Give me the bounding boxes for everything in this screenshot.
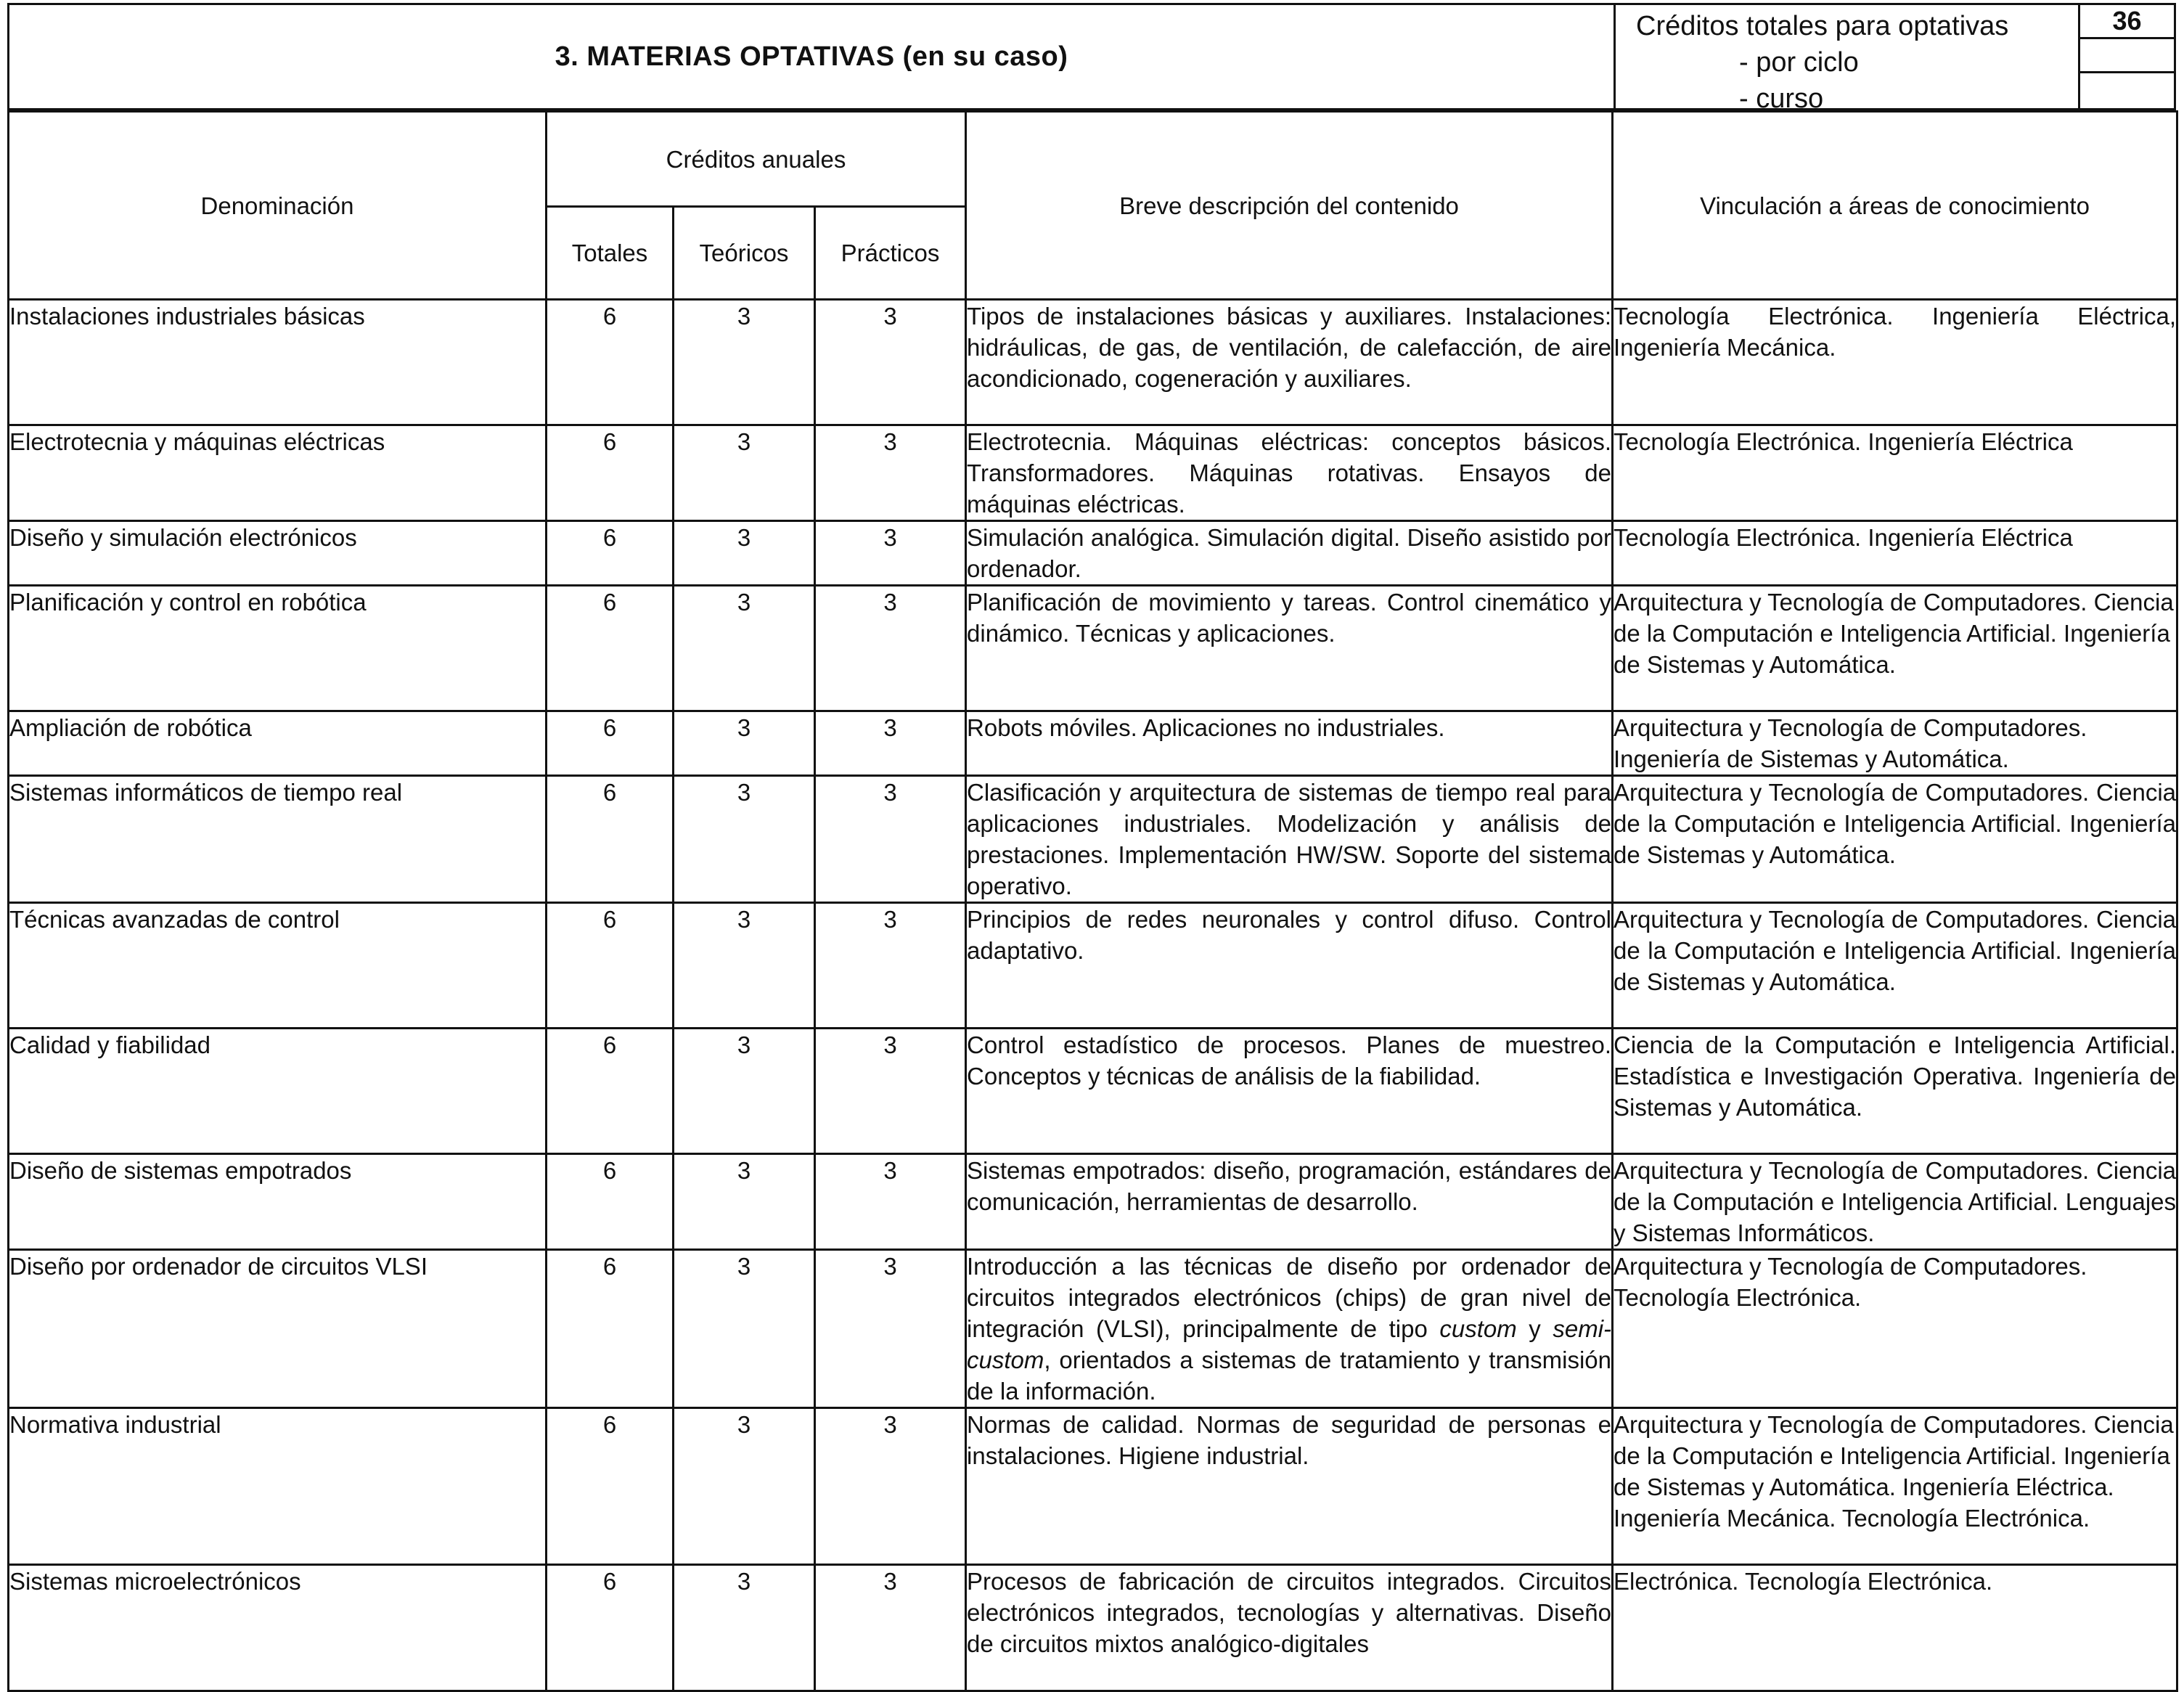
subject-areas: Arquitectura y Tecnología de Computadores. Ciencia de la Computación e Inteligencia Artificial. Ingeniería de Sistemas y Automática. bbox=[1613, 776, 2177, 903]
description-text: y bbox=[1516, 1315, 1553, 1342]
credits-theory: 3 bbox=[674, 903, 815, 1029]
table-row bbox=[9, 300, 2177, 425]
table-row bbox=[9, 711, 2177, 776]
subject-description bbox=[966, 1250, 1613, 1408]
description-term-custom: custom bbox=[1439, 1315, 1517, 1342]
subject-name: Diseño de sistemas empotrados bbox=[9, 1154, 547, 1250]
credits-totals: 6 bbox=[547, 521, 674, 586]
credits-theory: 3 bbox=[674, 776, 815, 903]
credits-practice: 3 bbox=[815, 711, 966, 776]
section-title: 3. MATERIAS OPTATIVAS (en su caso) bbox=[555, 41, 1068, 72]
credits-theory: 3 bbox=[674, 1154, 815, 1250]
subject-description: Electrotecnia. Máquinas eléctricas: conceptos básicos. Transformadores. Máquinas rotativas. Ensayos de máquinas eléctricas. bbox=[966, 425, 1613, 521]
credits-summary bbox=[1614, 5, 2078, 114]
credits-practice: 3 bbox=[815, 1250, 966, 1408]
subjects-table bbox=[7, 110, 2178, 1692]
col-header-description: Breve descripción del contenido bbox=[966, 112, 1613, 300]
description-term-semi-custom: semi-custom bbox=[967, 1315, 1612, 1373]
credits-theory: 3 bbox=[674, 711, 815, 776]
table-row bbox=[9, 776, 2177, 903]
col-header-areas: Vinculación a áreas de conocimiento bbox=[1613, 112, 2177, 300]
table-row bbox=[9, 1408, 2177, 1565]
col-header-totals: Totales bbox=[547, 207, 674, 300]
credits-totals: 6 bbox=[547, 1565, 674, 1691]
subject-name: Instalaciones industriales básicas bbox=[9, 300, 547, 425]
credits-practice: 3 bbox=[815, 903, 966, 1029]
subject-name: Sistemas informáticos de tiempo real bbox=[9, 776, 547, 903]
subject-name: Técnicas avanzadas de control bbox=[9, 903, 547, 1029]
credits-practice: 3 bbox=[815, 586, 966, 711]
table-row bbox=[9, 1565, 2177, 1691]
subject-areas: Arquitectura y Tecnología de Computadores. Tecnología Electrónica. bbox=[1613, 1250, 2177, 1408]
credits-totals: 6 bbox=[547, 1250, 674, 1408]
subject-description: Clasificación y arquitectura de sistemas de tiempo real para aplicaciones industriales. Modelización y análisis de prestaciones. Implementación HW/SW. Soporte del sistema operativo. bbox=[966, 776, 1613, 903]
per-cycle-value bbox=[2080, 39, 2174, 73]
credits-theory: 3 bbox=[674, 1565, 815, 1691]
subject-description: Simulación analógica. Simulación digital. Diseño asistido por ordenador. bbox=[966, 521, 1613, 586]
subject-description: Principios de redes neuronales y control difuso. Control adaptativo. bbox=[966, 903, 1613, 1029]
subject-areas: Tecnología Electrónica. Ingeniería Eléctrica bbox=[1613, 521, 2177, 586]
credits-label: Créditos totales para optativas bbox=[1636, 11, 2009, 41]
subject-description: Procesos de fabricación de circuitos integrados. Circuitos electrónicos integrados, tecnologías y alternativas. Diseño de circuitos mixtos analógico-digitales bbox=[966, 1565, 1613, 1691]
subject-areas: Arquitectura y Tecnología de Computadores. Ciencia de la Computación e Inteligencia Artificial. Lenguajes y Sistemas Informáticos. bbox=[1613, 1154, 2177, 1250]
credits-practice: 3 bbox=[815, 1408, 966, 1565]
credits-practice: 3 bbox=[815, 1565, 966, 1691]
subject-areas: Arquitectura y Tecnología de Computadores. Ciencia de la Computación e Inteligencia Artificial. Ingeniería de Sistemas y Automática. bbox=[1613, 586, 2177, 711]
credits-totals: 6 bbox=[547, 903, 674, 1029]
section-header bbox=[7, 3, 2176, 114]
table-row bbox=[9, 425, 2177, 521]
col-header-annual-credits: Créditos anuales bbox=[547, 112, 966, 207]
table-row bbox=[9, 1029, 2177, 1154]
table-header-row bbox=[9, 112, 2177, 207]
subject-description: Normas de calidad. Normas de seguridad de personas e instalaciones. Higiene industrial. bbox=[966, 1408, 1613, 1565]
subject-areas: Arquitectura y Tecnología de Computadores. Ingeniería de Sistemas y Automática. bbox=[1613, 711, 2177, 776]
per-cycle-label: - por ciclo bbox=[1739, 47, 1859, 78]
credits-totals: 6 bbox=[547, 1029, 674, 1154]
subject-areas: Arquitectura y Tecnología de Computadores. Ciencia de la Computación e Inteligencia Artificial. Ingeniería de Sistemas y Automática. bbox=[1613, 903, 2177, 1029]
credits-theory: 3 bbox=[674, 586, 815, 711]
subject-description: Tipos de instalaciones básicas y auxiliares. Instalaciones: hidráulicas, de gas, de ventilación, de calefacción, de aire acondicionado, cogeneración y auxiliares. bbox=[966, 300, 1613, 425]
credits-totals: 6 bbox=[547, 776, 674, 903]
table-row bbox=[9, 903, 2177, 1029]
credits-totals: 6 bbox=[547, 425, 674, 521]
credits-practice: 3 bbox=[815, 1029, 966, 1154]
description-text: Introducción a las técnicas de diseño por ordenador de circuitos integrados electrónicos (chips) de gran nivel de integración (VLSI), principalmente de tipo bbox=[967, 1253, 1612, 1342]
subject-name: Calidad y fiabilidad bbox=[9, 1029, 547, 1154]
credits-theory: 3 bbox=[674, 1029, 815, 1154]
credits-practice: 3 bbox=[815, 521, 966, 586]
credits-practice: 3 bbox=[815, 1154, 966, 1250]
credits-practice: 3 bbox=[815, 425, 966, 521]
credits-value-boxes bbox=[2078, 5, 2174, 108]
credits-totals: 6 bbox=[547, 1408, 674, 1565]
subject-areas: Tecnología Electrónica. Ingeniería Eléctrica bbox=[1613, 425, 2177, 521]
table-row bbox=[9, 586, 2177, 711]
subject-description: Robots móviles. Aplicaciones no industriales. bbox=[966, 711, 1613, 776]
subject-areas: Ciencia de la Computación e Inteligencia Artificial. Estadística e Investigación Operativa. Ingeniería de Sistemas y Automática. bbox=[1613, 1029, 2177, 1154]
subject-name: Electrotecnia y máquinas eléctricas bbox=[9, 425, 547, 521]
table-row bbox=[9, 1154, 2177, 1250]
table-row bbox=[9, 1250, 2177, 1408]
subject-description: Control estadístico de procesos. Planes de muestreo. Conceptos y técnicas de análisis de la fiabilidad. bbox=[966, 1029, 1613, 1154]
credits-practice: 3 bbox=[815, 300, 966, 425]
per-course-label: - curso bbox=[1739, 83, 1824, 114]
subject-name: Planificación y control en robótica bbox=[9, 586, 547, 711]
subject-description: Planificación de movimiento y tareas. Control cinemático y dinámico. Técnicas y aplicaciones. bbox=[966, 586, 1613, 711]
col-header-theory: Teóricos bbox=[674, 207, 815, 300]
subject-areas: Tecnología Electrónica. Ingeniería Eléctrica, Ingeniería Mecánica. bbox=[1613, 300, 2177, 425]
credits-totals: 6 bbox=[547, 586, 674, 711]
credits-totals: 6 bbox=[547, 300, 674, 425]
optional-subjects-sheet bbox=[7, 3, 2176, 1681]
subject-areas: Arquitectura y Tecnología de Computadores. Ciencia de la Computación e Inteligencia Artificial. Ingeniería de Sistemas y Automática. Ingeniería Eléctrica. Ingeniería Mecánica. Tecnología Electrónica. bbox=[1613, 1408, 2177, 1565]
credits-theory: 3 bbox=[674, 300, 815, 425]
credits-theory: 3 bbox=[674, 521, 815, 586]
total-credits-value: 36 bbox=[2080, 5, 2174, 39]
subject-name: Diseño y simulación electrónicos bbox=[9, 521, 547, 586]
credits-totals: 6 bbox=[547, 711, 674, 776]
col-header-practice: Prácticos bbox=[815, 207, 966, 300]
credits-theory: 3 bbox=[674, 1250, 815, 1408]
subject-description: Sistemas empotrados: diseño, programación, estándares de comunicación, herramientas de desarrollo. bbox=[966, 1154, 1613, 1250]
subject-name: Diseño por ordenador de circuitos VLSI bbox=[9, 1250, 547, 1408]
description-text: , orientados a sistemas de tratamiento y transmisión de la información. bbox=[967, 1346, 1612, 1405]
credits-practice: 3 bbox=[815, 776, 966, 903]
subject-areas: Electrónica. Tecnología Electrónica. bbox=[1613, 1565, 2177, 1691]
table-row bbox=[9, 521, 2177, 586]
subject-name: Ampliación de robótica bbox=[9, 711, 547, 776]
subject-name: Normativa industrial bbox=[9, 1408, 547, 1565]
credits-theory: 3 bbox=[674, 425, 815, 521]
col-header-name: Denominación bbox=[9, 112, 547, 300]
credits-theory: 3 bbox=[674, 1408, 815, 1565]
credits-totals: 6 bbox=[547, 1154, 674, 1250]
per-course-value bbox=[2080, 73, 2174, 107]
subject-name: Sistemas microelectrónicos bbox=[9, 1565, 547, 1691]
